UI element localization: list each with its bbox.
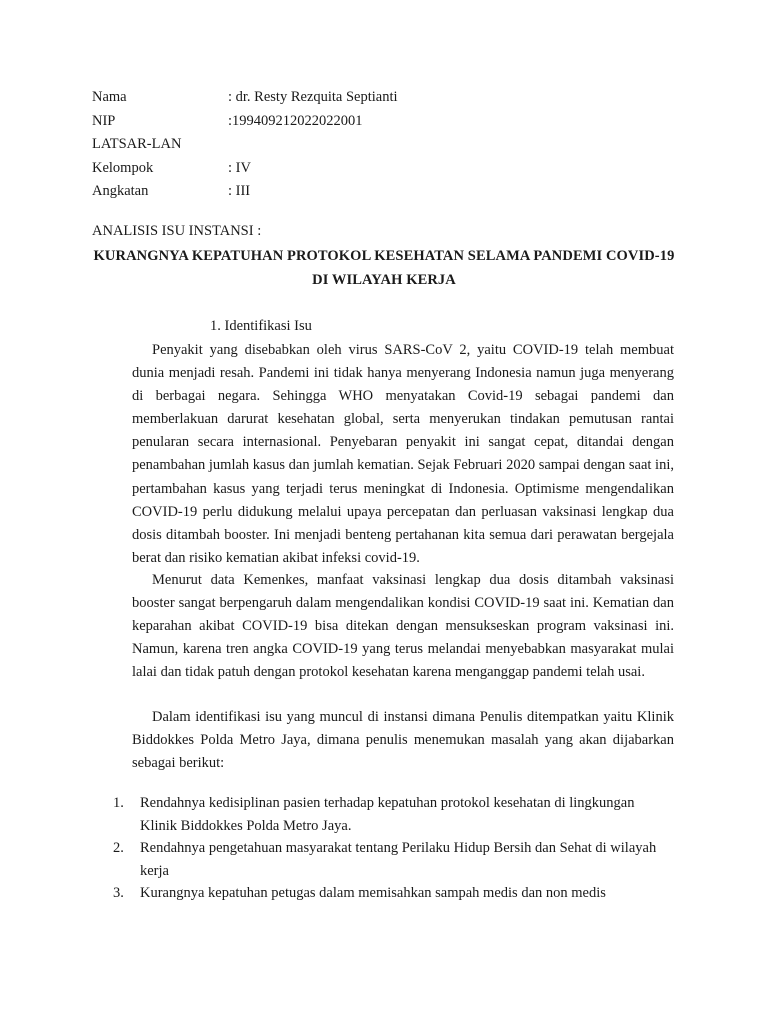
paragraph: Dalam identifikasi isu yang muncul di instansi dimana Penulis ditempatkan yaitu Klinik Biddokkes Polda Metro Jaya, dimana penulis menemukan masalah yang akan dijabarkan sebagai berikut:	[132, 709, 674, 772]
document-title-line-2: DI WILAYAH KERJA	[312, 272, 456, 288]
document-title-line-1: KURANGNYA KEPATUHAN PROTOKOL KESEHATAN SELAMA PANDEMI COVID-19	[93, 248, 675, 264]
identity-value: :199409212022022001	[228, 112, 363, 129]
paragraph: Penyakit yang disebabkan oleh virus SARS-CoV 2, yaitu COVID-19 telah membuat dunia menjadi resah. Pandemi ini tidak hanya menyerang Indonesia namun juga menyerang di berbagai negara. Sehingga WHO menyatakan Covid-19 sebagai pandemi dan memberlakuan darurat kesehatan global, serta menyerukan tindakan pemutusan rantai penularan secara internasional. Penyebaran penyakit ini sangat cepat, ditandai dengan penambahan jumlah kasus dan jumlah kematian. Sejak Februari 2020 sampai dengan saat ini, pertambahan kasus yang terjadi terus meningkat di Indonesia. Optimisme mengendalikan COVID-19 perlu didukung melalui upaya percepatan dan perluasan vaksinasi lengkap dua dosis ditambah booster. Ini menjadi benteng pertahanan kita semua dari perawatan bergejala berat dan risiko kematian akibat infeksi covid-19.	[132, 342, 674, 566]
identity-value: : III	[228, 183, 251, 199]
list-text: Kurangnya kepatuhan petugas dalam memisahkan sampah medis dan non medis	[140, 885, 606, 901]
identity-row-name	[92, 86, 398, 110]
list-item	[113, 837, 673, 882]
identity-label: Angkatan	[92, 183, 149, 199]
identity-row-angkatan	[92, 180, 398, 204]
list-text: Rendahnya kedisiplinan pasien terhadap kepatuhan protokol kesehatan di lingkungan Klinik Biddokkes Polda Metro Jaya.	[140, 795, 635, 834]
section-label: ANALISIS ISU INSTANSI :	[92, 223, 262, 239]
paragraph: Menurut data Kemenkes, manfaat vaksinasi lengkap dua dosis ditambah vaksinasi booster sangat berpengaruh dalam mengendalikan kondisi COVID-19 saat ini. Kematian dan keparahan akibat COVID-19 bisa ditekan dengan mensukseskan program vaksinasi ini. Namun, karena tren angka COVID-19 yang terus melandai menyebabkan masyarakat mulai lalai dan tidak patuh dengan protokol kesehatan karena menganggap pandemi telah usai.	[132, 572, 674, 681]
list-text: Rendahnya pengetahuan masyarakat tentang Perilaku Hidup Bersih dan Sehat di wilayah kerja	[140, 840, 657, 879]
list-item	[113, 882, 673, 905]
list-number: 2.	[113, 840, 124, 856]
issue-list	[113, 792, 673, 905]
identity-label: NIP	[92, 112, 116, 129]
list-number: 1.	[113, 795, 124, 811]
identity-label: Nama	[92, 89, 127, 105]
identity-row-kelompok	[92, 157, 398, 181]
identity-label: LATSAR-LAN	[92, 136, 182, 152]
identity-row-nip	[92, 110, 398, 134]
subheading: 1. Identifikasi Isu	[210, 318, 312, 334]
list-number: 3.	[113, 885, 124, 901]
identity-value: : dr. Resty Rezquita Septianti	[228, 89, 398, 105]
identity-label: Kelompok	[92, 159, 154, 176]
identity-row-latsar	[92, 133, 398, 157]
list-item	[113, 792, 673, 837]
identity-block	[92, 86, 398, 204]
identity-value: : IV	[228, 159, 251, 176]
